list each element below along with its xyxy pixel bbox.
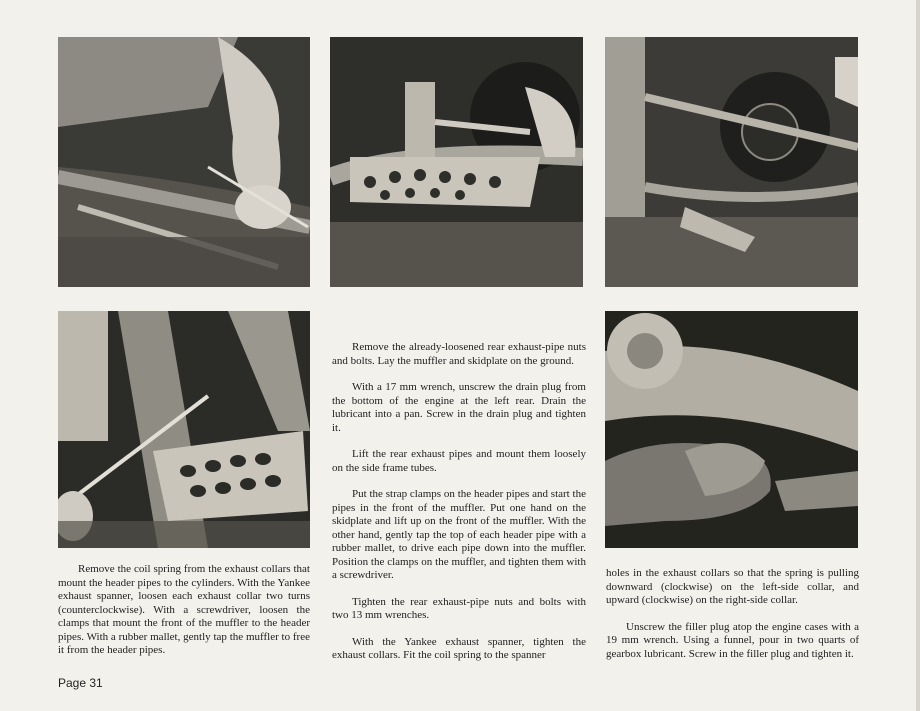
paragraph-remove-rear-nuts: Remove the already-loosened rear exhaust-pipe nuts and bolts. Lay the muffler and skidplate on the ground. bbox=[332, 341, 586, 367]
photo-engine-side bbox=[605, 37, 858, 287]
paragraph-filler-plug: Unscrew the filler plug atop the engine cases with a 19 mm wrench. Using a funnel, pour in two quarts of gearbox lubricant. Screw in the filler plug and tighten it. bbox=[606, 620, 859, 660]
paragraph-tighten-rear-nuts: Tighten the rear exhaust-pipe nuts and bolts with two 13 mm wrenches. bbox=[332, 595, 586, 621]
photo-removing-spring bbox=[58, 37, 310, 287]
photo-screwdriver-clamp bbox=[58, 311, 310, 548]
text-column-1 bbox=[58, 563, 310, 671]
paragraph-spring-holes: holes in the exhaust collars so that the spring is pulling downward (clockwise) on the left-side collar, and upward (clockwise) on the right-side collar. bbox=[606, 567, 859, 606]
photo-drain-plug bbox=[330, 37, 583, 287]
paragraph-tighten-collars: With the Yankee exhaust spanner, tighten the exhaust collars. Fit the coil spring to the spanner bbox=[332, 635, 586, 661]
paragraph-lift-rear-pipes: Lift the rear exhaust pipes and mount them loosely on the side frame tubes. bbox=[332, 448, 586, 474]
paragraph-strap-clamps: Put the strap clamps on the header pipes and start the pipes in the front of the muffler. Put one hand on the skidplate and lift up on the front of the muffler. With the other hand, gently tap the top of each header pipe with a rubber mallet, to drive each pipe down into the muffler. Position the clamps on the muffler, and tighten them with a screwdriver. bbox=[332, 488, 586, 581]
paragraph-drain-plug: With a 17 mm wrench, unscrew the drain plug from the bottom of the engine at the left rear. Drain the lubricant into a pan. Screw in the drain plug and tighten it. bbox=[332, 381, 586, 434]
page-edge bbox=[916, 0, 920, 711]
page-number: Page 31 bbox=[58, 676, 103, 690]
text-column-2 bbox=[332, 341, 586, 676]
photo-filler-plug bbox=[605, 311, 858, 548]
text-column-3 bbox=[606, 567, 859, 674]
paragraph-remove-coil-spring: Remove the coil spring from the exhaust collars that mount the header pipes to the cylinders. With the Yankee exhaust spanner, loosen each exhaust collar two turns (counterclockwise). With a screwdriver, loosen the clamps that mount the front of the muffler to the header pipes. With a rubber mallet, gently tap the muffler to free it from the header pipes. bbox=[58, 563, 310, 656]
